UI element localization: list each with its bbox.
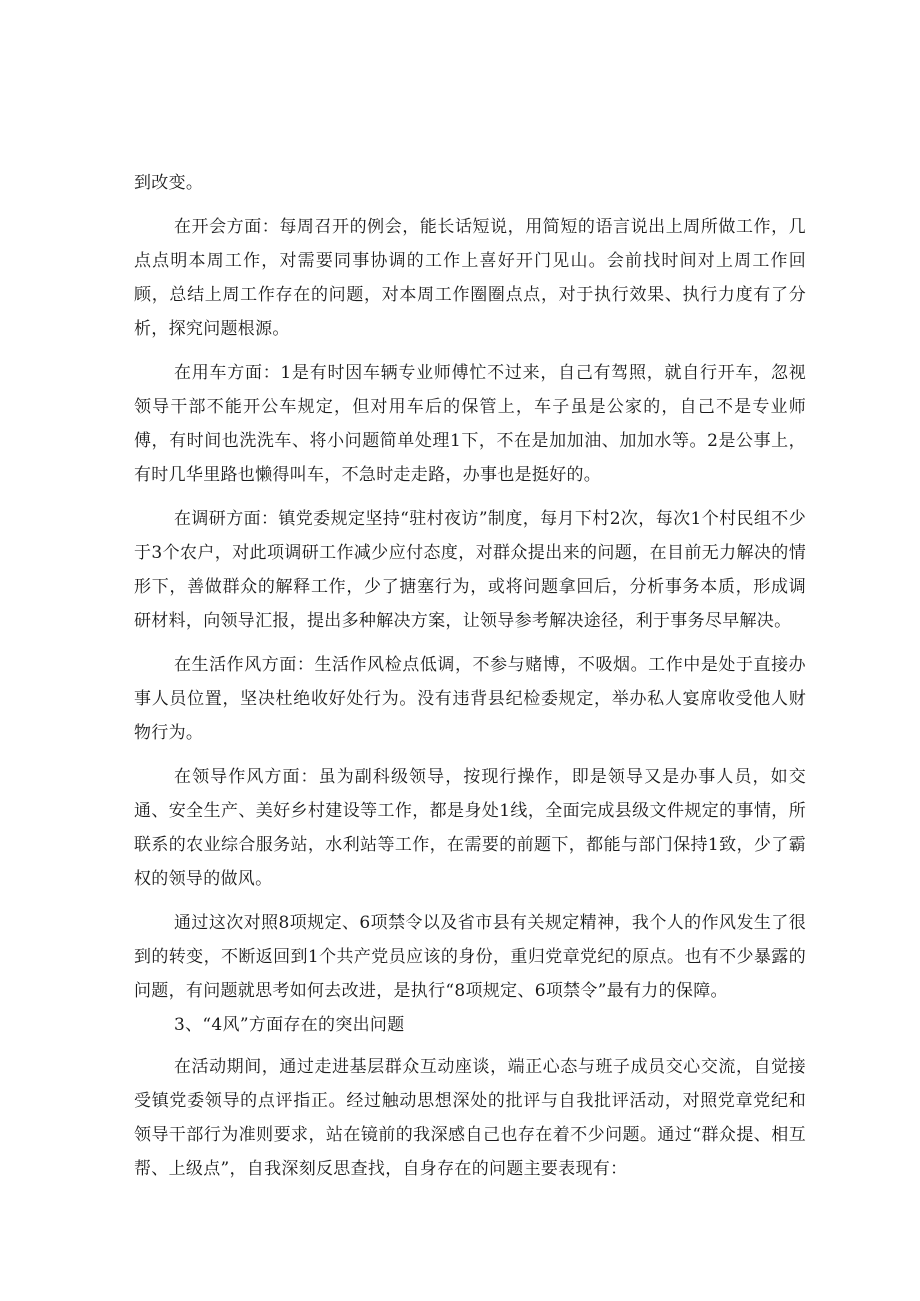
paragraph-vehicle-use: 在用车方面：1是有时因车辆专业师傅忙不过来，自己有驾照，就自行开车，忽视领导干部不能开公车规定，但对用车后的保管上，车子虽是公家的，自己不是专业师傅，有时间也洗洗车、将小问题简单处理1下，不在是加加油、加加水等。2是公事上，有时几华里路也懒得叫车，不急时走走路，办事也是挺好的。	[134, 363, 806, 485]
paragraph-meetings: 在开会方面：每周召开的例会，能长话短说，用简短的语言说出上周所做工作，几点点明本周工作，对需要同事协调的工作上喜好开门见山。会前找时间对上周工作回顾，总结上周工作存在的问题，对本周工作圈圈点点，对于执行效果、执行力度有了分析，探究问题根源。	[134, 217, 806, 339]
paragraph-activity-period: 在活动期间，通过走进基层群众互动座谈，端正心态与班子成员交心交流，自觉接受镇党委领导的点评指正。经过触动思想深处的批评与自我批评活动，对照党章党纪和领导干部行为准则要求，站在镜前的我深感自己也存在着不少问题。通过“群众提、相互帮、上级点”，自我深刻反思查找，自身存在的问题主要表现有：	[134, 1057, 806, 1179]
document-body	[134, 166, 806, 1186]
paragraph-leadership-style: 在领导作风方面：虽为副科级领导，按现行操作，即是领导又是办事人员，如交通、安全生产、美好乡村建设等工作，都是身处1线，全面完成县级文件规定的事情，所联系的农业综合服务站，水利站等工作，在需要的前题下，都能与部门保持1致，少了霸权的领导的做风。	[134, 767, 806, 889]
section-heading: 3、“4风”方面存在的突出问题	[174, 1015, 405, 1035]
paragraph-summary: 通过这次对照8项规定、6项禁令以及省市县有关规定精神，我个人的作风发生了很到的转变，不断返回到1个共产党员应该的身份，重归党章党纪的原点。也有不少暴露的问题，有问题就思考如何去改进，是执行“8项规定、6项禁令”最有力的保障。	[134, 913, 806, 1001]
paragraph-continuation: 到改变。	[134, 173, 204, 193]
paragraph-research: 在调研方面：镇党委规定坚持“驻村夜访”制度，每月下村2次，每次1个村民组不少于3个农户，对此项调研工作减少应付态度，对群众提出来的问题，在目前无力解决的情形下，善做群众的解释工作，少了搪塞行为，或将问题拿回后，分析事务本质，形成调研材料，向领导汇报，提出多种解决方案，让领导参考解决途径，利于事务尽早解决。	[134, 509, 806, 631]
paragraph-lifestyle: 在生活作风方面：生活作风检点低调，不参与赌博，不吸烟。工作中是处于直接办事人员位置，坚决杜绝收好处行为。没有违背县纪检委规定，举办私人宴席收受他人财物行为。	[134, 655, 806, 743]
